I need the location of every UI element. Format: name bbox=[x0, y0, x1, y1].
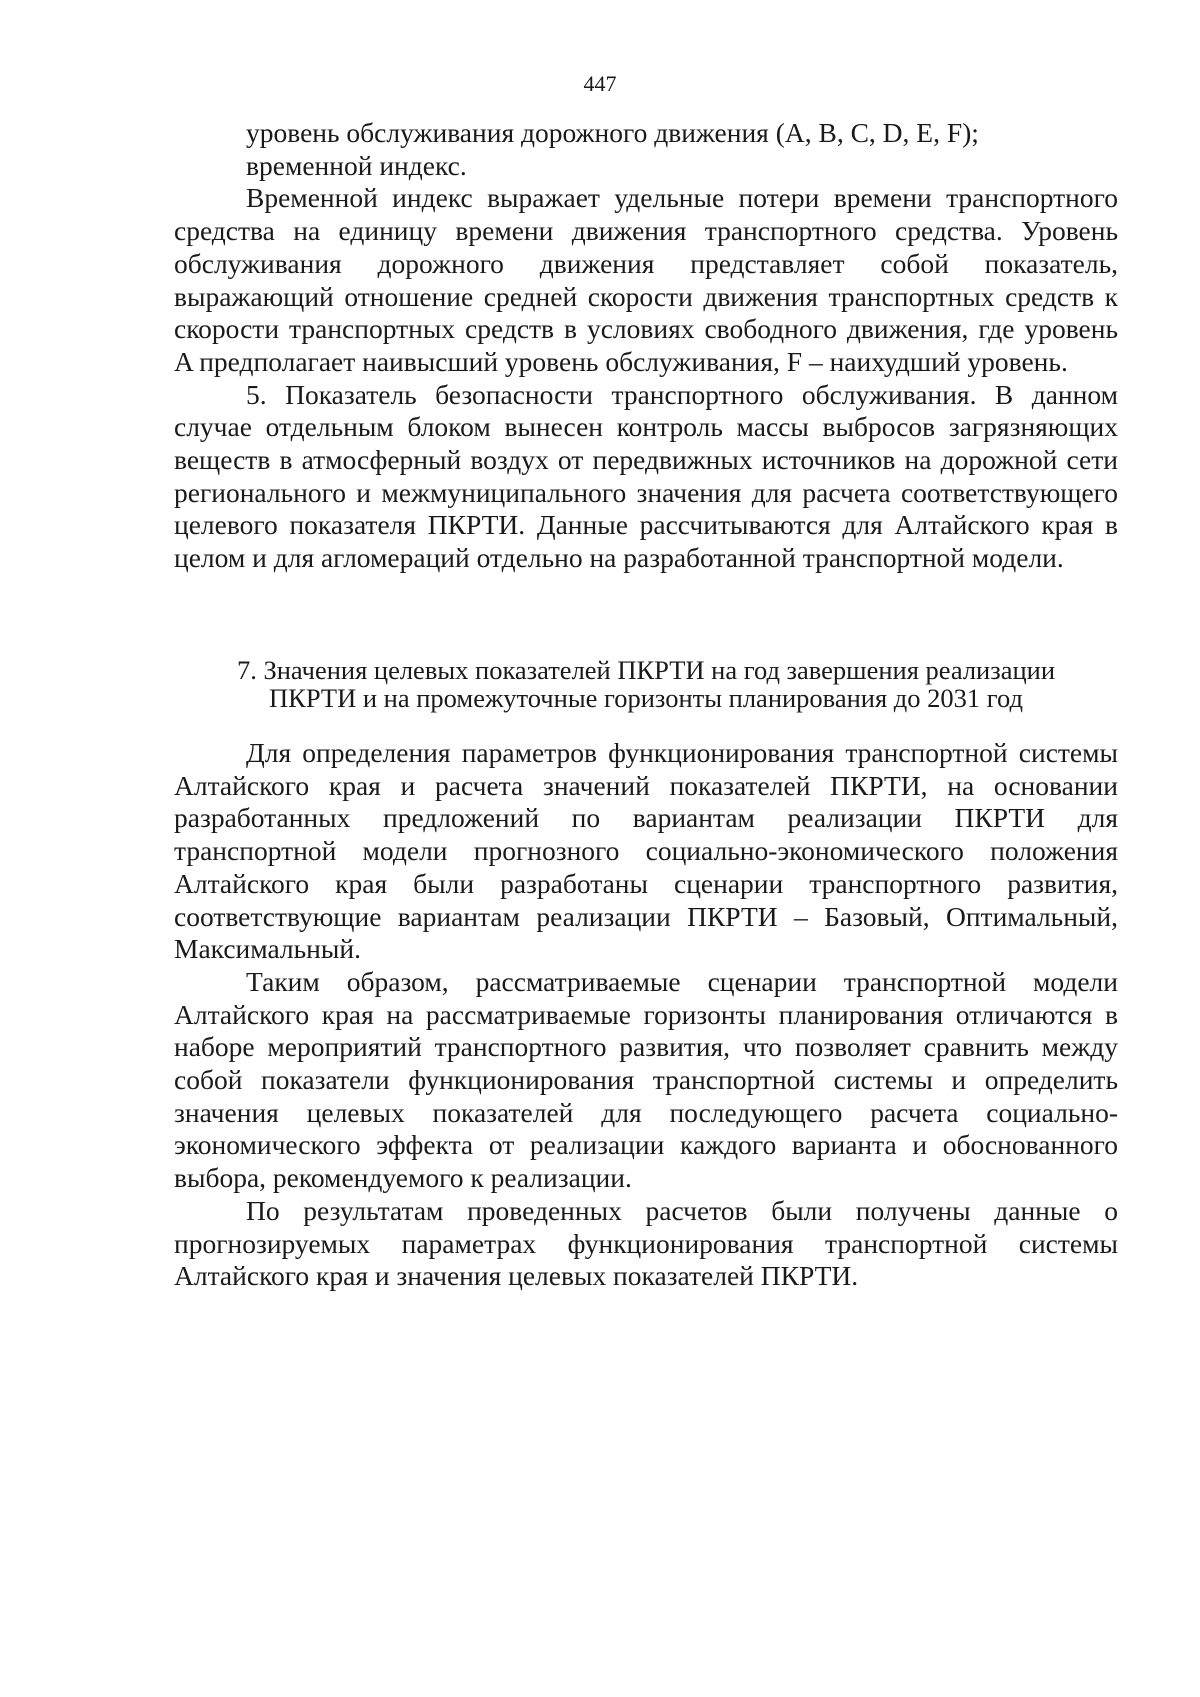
heading-line-1: 7. Значения целевых показателей ПКРТИ на год завершения реализации bbox=[236, 655, 1056, 685]
section-heading bbox=[174, 656, 1118, 712]
paragraph-scenarios: Для определения параметров функционирования транспортной системы Алтайского края и расчета значений показателей ПКРТИ, на основании разработанных предложений по вариантам реализации ПКРТИ для транспортной модели прогнозного социально-экономического положения Алтайского края были разработаны сценарии транспортного развития, соответствующие вариантам реализации ПКРТИ – Базовый, Оптимальный, Максимальный. bbox=[174, 737, 1118, 965]
paragraph-safety-indicator: 5. Показатель безопасности транспортного обслуживания. В данном случае отдельным блоком вынесен контроль массы выбросов загрязняющих веществ в атмосферный воздух от передвижных источников на дорожной сети регионального и межмуниципального значения для расчета соответствующего целевого показателя ПКРТИ. Данные рассчитываются для Алтайского края в целом и для агломераций отдельно на разработанной транспортной модели. bbox=[174, 378, 1118, 574]
list-item-time-index: временной индекс. bbox=[246, 149, 467, 181]
paragraph-scenario-comparison: Таким образом, рассматриваемые сценарии транспортной модели Алтайского края на рассматриваемые горизонты планирования отличаются в наборе мероприятий транспортного развития, что позволяет сравнить между собой показатели функционирования транспортной системы и определить значения целевых показателей для последующего расчета социально-экономического эффекта от реализации каждого варианта и обоснованного выбора, рекомендуемого к реализации. bbox=[174, 965, 1118, 1194]
page-number: 447 bbox=[583, 71, 617, 96]
list-item-service-level: уровень обслуживания дорожного движения (A, B, C, D, E, F); bbox=[246, 117, 979, 148]
section-transport-indicators bbox=[174, 117, 1118, 575]
paragraph-time-index-definition: Временной индекс выражает удельные потери времени транспортного средства на единицу времени движения транспортного средства. Уровень обслуживания дорожного движения представляет собой показатель, выражающий отношение средней скорости движения транспортных средств к скорости транспортных средств в условиях свободного движения, где уровень A предполагает наивысший уровень обслуживания, F – наихудший уровень. bbox=[174, 182, 1118, 377]
paragraph-results: По результатам проведенных расчетов были получены данные о прогнозируемых параметрах функционирования транспортной системы Алтайского края и значения целевых показателей ПКРТИ. bbox=[174, 1194, 1118, 1292]
section-target-values bbox=[174, 737, 1118, 1293]
heading-line-2: ПКРТИ и на промежуточные горизонты планирования до 2031 год bbox=[269, 683, 1023, 713]
